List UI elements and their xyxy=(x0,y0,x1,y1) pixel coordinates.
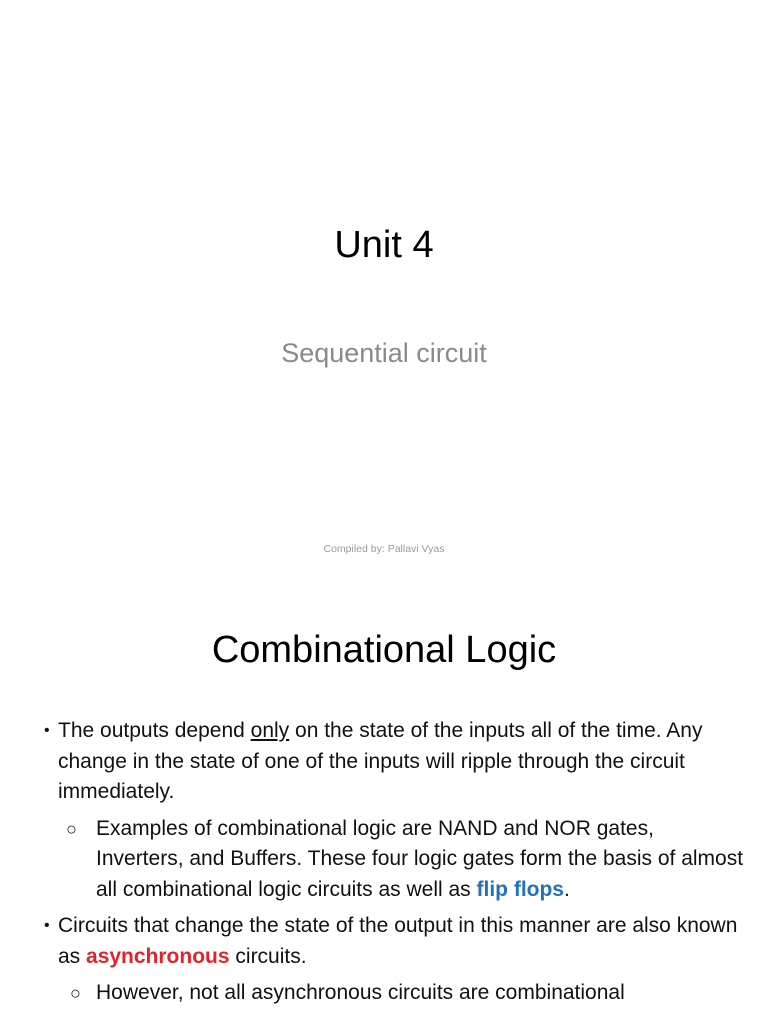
circle-bullet-icon: ○ xyxy=(70,983,81,1003)
bullet-item xyxy=(44,911,744,972)
underlined-text: only xyxy=(250,719,290,742)
slide-title: Combinational Logic xyxy=(211,629,557,671)
bullet-text: However, not all asynchronous circuits are combinational xyxy=(96,981,625,1004)
bullet-list xyxy=(44,716,744,1015)
bullet-text: circuits. xyxy=(229,944,307,968)
author-credit: Compiled by: Pallavi Vyas xyxy=(323,543,445,555)
highlight-red-text: asynchronous xyxy=(86,944,230,968)
bullet-dot-icon: • xyxy=(44,917,50,934)
slide-subtitle: Sequential circuit xyxy=(281,338,487,368)
bullet-text: on the state of the inputs all of the time. Any change in the state of one of the inputs will ripple through the circuit immediately. xyxy=(58,719,703,803)
bullet-text: The outputs depend xyxy=(58,719,251,742)
sub-bullet-item xyxy=(44,978,744,1009)
content-slide xyxy=(0,576,768,1024)
bullet-text: Circuits that change the state of the output in this manner are also known as xyxy=(58,914,738,968)
circle-bullet-icon: ○ xyxy=(66,818,77,839)
highlight-blue-text: flip flops xyxy=(476,877,564,901)
bullet-item xyxy=(44,716,744,808)
bullet-text: . xyxy=(564,877,570,901)
slide-title: Unit 4 xyxy=(334,224,434,266)
bullet-dot-icon: • xyxy=(44,722,50,739)
bullet-text: Examples of combinational logic are NAND and NOR gates, Inverters, and Buffers. These four logic gates form the basis of almost all combinational logic circuits as well as xyxy=(96,816,744,901)
sub-bullet-item xyxy=(44,814,744,906)
